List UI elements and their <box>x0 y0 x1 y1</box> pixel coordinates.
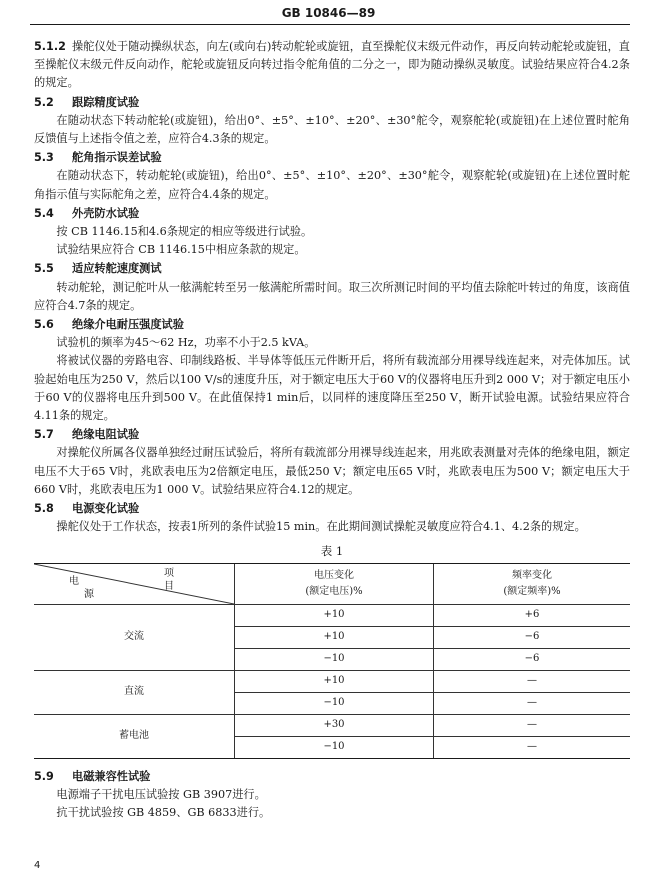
source-label-battery: 蓄电池 <box>34 714 235 758</box>
cell-voltage: +10 <box>235 670 434 692</box>
section-heading-5-5 <box>34 259 630 278</box>
section-title: 外壳防水试验 <box>72 205 140 220</box>
cell-voltage: −10 <box>235 692 434 714</box>
header-voltage-line1: 电压变化 <box>314 569 354 581</box>
table-row <box>34 604 630 626</box>
cell-frequency: — <box>434 670 631 692</box>
cell-voltage: +30 <box>235 714 434 736</box>
power-variation-table <box>34 563 630 759</box>
section-number: 5.8 <box>34 502 54 516</box>
section-text-5-6-line1: 试验机的频率为45～62 Hz，功率不小于2.5 kVA。 <box>56 336 316 350</box>
corner-label-source <box>54 575 94 601</box>
section-text-5-5: 转动舵轮，测记舵叶从一舷满舵转至另一舷满舵所需时间。取三次所测记时间的平均值去除舵叶转过的角度，该商值应符合4.7条的规定。 <box>34 280 630 312</box>
header-voltage <box>235 563 434 604</box>
section-title: 电磁兼容性试验 <box>72 768 151 783</box>
section-number: 5.6 <box>34 318 54 332</box>
corner-item-char-1: 项 <box>164 567 174 579</box>
cell-voltage: −10 <box>235 736 434 758</box>
table-corner-cell <box>34 563 235 604</box>
table-row <box>34 714 630 736</box>
section-heading-5-6 <box>34 315 630 334</box>
section-5-1-2 <box>34 38 630 93</box>
table-row <box>34 670 630 692</box>
section-number: 5.7 <box>34 428 54 442</box>
cell-voltage: −10 <box>235 648 434 670</box>
section-text-5-6: 将被试仪器的旁路电容、印制线路板、半导体等低压元件断开后，将所有载流部分用裸导线连起来，对壳体加压。试验起始电压为250 V，然后以100 V/s的速度升压，对于额定电压大于60 V的仪器将电压升到2 000 V；对于额定电压小于60 V的仪器将电压升到500 V。在此值保持1 min后，以同样的速度降压至250 V，断开试验电源。试验结果应符合4.11条的规定。 <box>34 354 630 423</box>
section-title: 绝缘电阻试验 <box>72 427 140 442</box>
cell-frequency: −6 <box>434 648 631 670</box>
section-title: 绝缘介电耐压强度试验 <box>72 317 184 332</box>
source-label-dc: 直流 <box>34 670 235 714</box>
cell-frequency: — <box>434 692 631 714</box>
cell-frequency: −6 <box>434 626 631 648</box>
section-title: 适应转舵速度测试 <box>72 261 162 276</box>
section-text-5-2: 在随动状态下转动舵轮(或旋钮)，给出0°、±5°、±10°、±20°、±30°舵令，观察舵轮(或旋钮)在上述位置时舵角反馈值与上述指令值之差，应符合4.3条的规定。 <box>34 113 630 146</box>
cell-frequency: — <box>434 714 631 736</box>
section-title: 操舵仪处于随动操纵状态 <box>72 40 196 53</box>
section-title: 跟踪精度试验 <box>72 94 140 109</box>
section-heading-5-3 <box>34 148 630 167</box>
section-number: 5.9 <box>34 769 54 783</box>
corner-source-char-2: 源 <box>84 588 94 600</box>
cell-voltage: +10 <box>235 604 434 626</box>
section-number: 5.3 <box>34 151 54 165</box>
section-number: 5.4 <box>34 206 54 220</box>
section-heading-5-9 <box>34 767 630 786</box>
section-title: 电源变化试验 <box>72 501 140 516</box>
source-label-ac: 交流 <box>34 604 235 670</box>
section-heading-5-8 <box>34 499 630 518</box>
section-heading-5-2 <box>34 93 630 112</box>
section-text-5-9-line2: 抗干扰试验按 GB 4859、GB 6833进行。 <box>56 806 271 820</box>
section-number: 5.2 <box>34 95 54 109</box>
section-heading-5-7 <box>34 425 630 444</box>
corner-source-char-1: 电 <box>69 575 79 587</box>
section-text-5-4-line1: 按 CB 1146.15和4.6条规定的相应等级进行试验。 <box>56 225 313 239</box>
section-title: 舵角指示误差试验 <box>72 150 162 165</box>
section-text-5-7: 对操舵仪所属各仪器单独经过耐压试验后，将所有载流部分用裸导线连起来，用兆欧表测量对壳体的绝缘电阻，额定电压不大于65 V时，兆欧表电压为2倍额定电压，最低250 V；额定电压65 V时，兆欧表电压为500 V；额定电压大于660 V时，兆欧表电压为1 000 V。试验结果应符合4.12的规定。 <box>34 446 630 496</box>
cell-frequency: +6 <box>434 604 631 626</box>
header-frequency <box>434 563 631 604</box>
section-text-5-3: 在随动状态下，转动舵轮(或旋钮)，给出0°、±5°、±10°、±20°、±30°舵令，观察舵轮(或旋钮)在上述位置时舵角指示值与实际舵角之差，应符合4.4条的规定。 <box>34 169 630 201</box>
page-number: 4 <box>34 860 41 871</box>
section-number: 5.5 <box>34 262 54 276</box>
table-title: 表 1 <box>320 544 344 559</box>
section-text-5-9-line1: 电源端子干扰电压试验按 GB 3907进行。 <box>56 787 266 801</box>
section-number: 5.1.2 <box>34 40 66 53</box>
section-text-5-4-line2: 试验结果应符合 CB 1146.15中相应条款的规定。 <box>56 243 306 257</box>
cell-voltage: +10 <box>235 626 434 648</box>
cell-frequency: — <box>434 736 631 758</box>
section-text-5-8: 操舵仪处于工作状态，按表1所列的条件试验15 min。在此期间测试操舵灵敏度应符合4.1、4.2条的规定。 <box>56 520 586 534</box>
table-header-row <box>34 563 630 604</box>
header-frequency-line1: 频率变化 <box>512 569 552 581</box>
standard-header: GB 10846—89 <box>281 6 376 20</box>
corner-label-item <box>124 567 174 593</box>
section-heading-5-4 <box>34 204 630 223</box>
header-frequency-line2: (额定频率)% <box>503 585 561 597</box>
header-voltage-line2: (额定电压)% <box>305 585 363 597</box>
document-body <box>34 38 630 822</box>
header-rule <box>30 24 630 25</box>
corner-item-char-2: 目 <box>164 580 174 592</box>
section-text: ，向左(或向右)转动舵轮或旋钮，直至操舵仪末级元件动作，再反向转动舵轮或旋钮，直至操舵仪末级元件反向动作，舵轮或旋钮反向转过指令舵角值的二分之一，即为随动操纵灵敏度。试验结果应符合4.2条的规定。 <box>34 40 630 90</box>
